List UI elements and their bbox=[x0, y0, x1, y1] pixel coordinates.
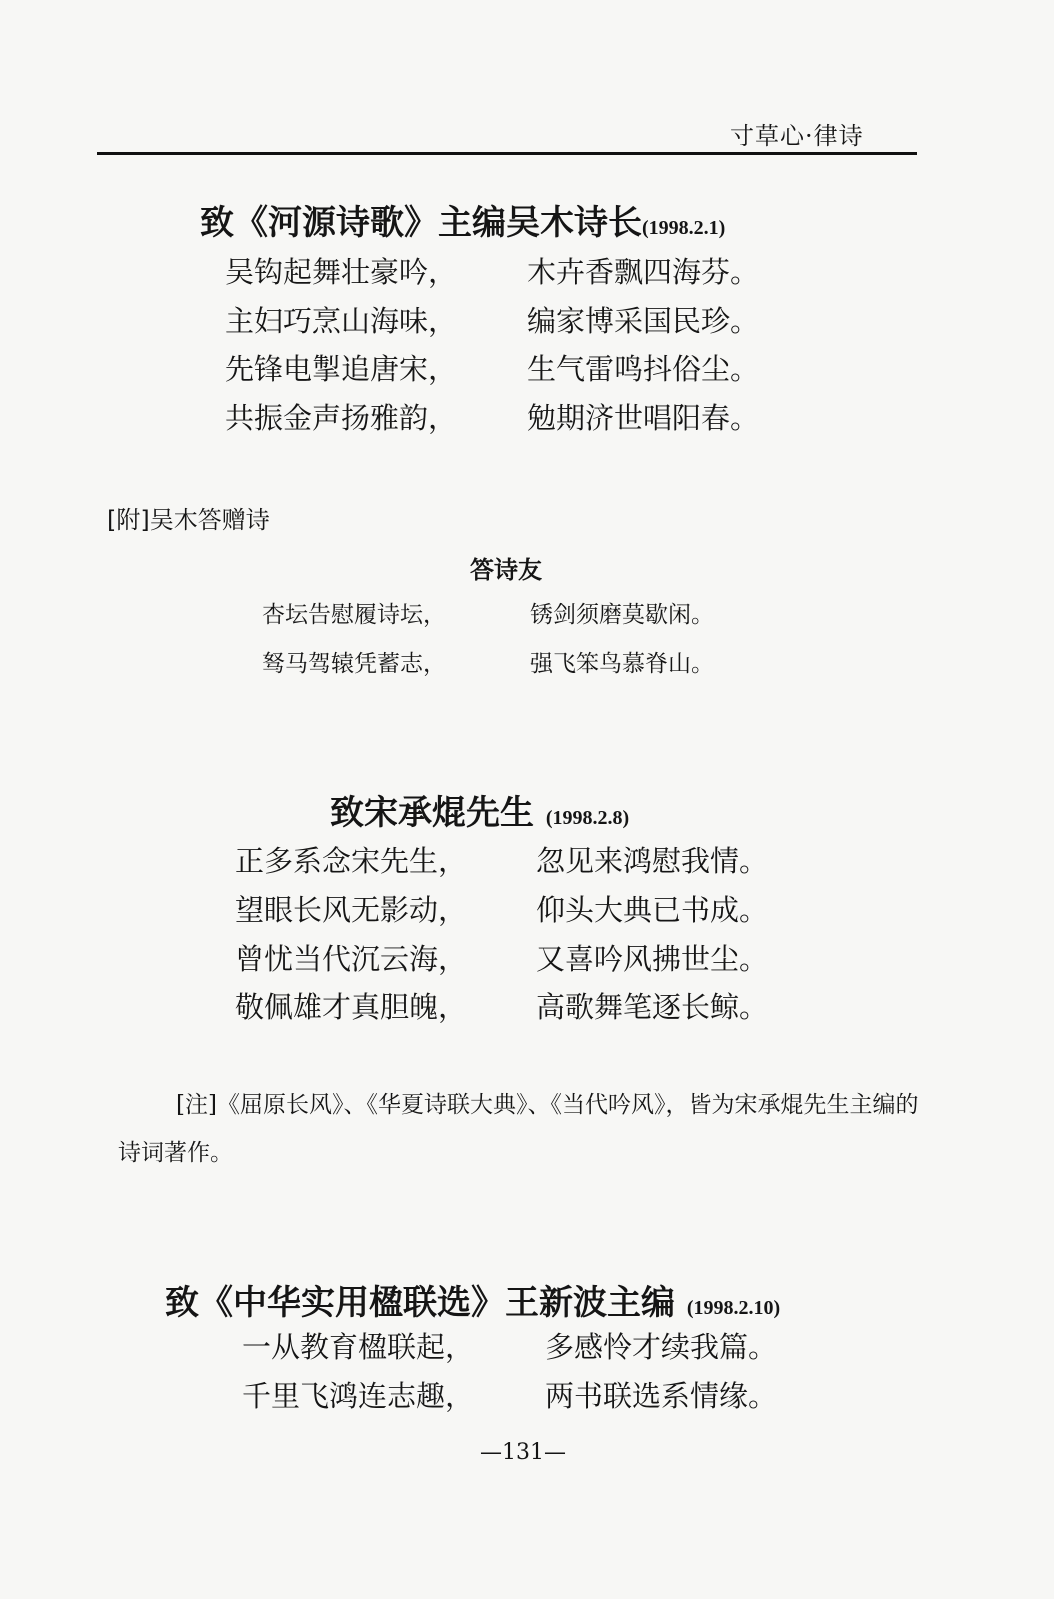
poem1-line3-a: 先锋电掣追唐宋， bbox=[225, 352, 458, 386]
poem2-title: 致宋承焜先生 bbox=[330, 793, 534, 833]
poem1-title-block bbox=[200, 195, 725, 244]
poem2-line4-a: 敬佩雄才真胆魄， bbox=[235, 990, 468, 1024]
poem2-line2-a: 望眼长风无影动， bbox=[235, 893, 468, 927]
poem1-line4-b: 勉期济世唱阳春。 bbox=[527, 401, 760, 435]
appendix-title: 答诗友 bbox=[470, 556, 542, 584]
page-number: —131— bbox=[480, 1440, 566, 1465]
poem2-line1-b: 忽见来鸿慰我情。 bbox=[536, 844, 769, 878]
poem1-line1-b: 木卉香飘四海芬。 bbox=[527, 255, 760, 289]
poem3-title: 致《中华实用楹联选》王新波主编 bbox=[165, 1283, 675, 1323]
poem2-line4-b: 高歌舞笔逐长鲸。 bbox=[536, 990, 769, 1024]
appendix-line1-b: 锈剑须磨莫歇闲。 bbox=[530, 602, 714, 628]
poem3-line1-a: 一从教育楹联起， bbox=[242, 1330, 475, 1364]
poem2-title-block bbox=[330, 785, 629, 834]
poem3-line2-b: 两书联选系情缘。 bbox=[545, 1379, 778, 1413]
poem3-line1-b: 多感怜才续我篇。 bbox=[545, 1330, 778, 1364]
poem1-line1-a: 吴钩起舞壮豪吟， bbox=[225, 255, 458, 289]
poem2-line3-a: 曾忧当代沉云海， bbox=[235, 942, 468, 976]
poem3-line2-a: 千里飞鸿连志趣， bbox=[242, 1379, 475, 1413]
poem1-line2-a: 主妇巧烹山海味， bbox=[225, 304, 458, 338]
appendix-line2-b: 强飞笨鸟慕脊山。 bbox=[530, 651, 714, 677]
header-rule bbox=[97, 152, 917, 155]
poem2-line3-b: 又喜吟风拂世尘。 bbox=[536, 942, 769, 976]
poem2-line1-a: 正多系念宋先生， bbox=[235, 844, 468, 878]
poem1-date: (1998.2.1) bbox=[642, 217, 726, 239]
appendix-label: [附]吴木答赠诗 bbox=[107, 506, 270, 534]
appendix-line1-a: 杏坛告慰履诗坛， bbox=[262, 602, 446, 628]
poem2-date: (1998.2.8) bbox=[545, 807, 630, 829]
poem2-note: [注]《屈原长风》、《华夏诗联大典》、《当代吟风》，皆为宋承焜先生主编的诗词著作。 bbox=[118, 1092, 919, 1166]
poem2-line2-b: 仰头大典已书成。 bbox=[536, 893, 769, 927]
poem1-line2-b: 编家博采国民珍。 bbox=[527, 304, 760, 338]
running-header: 寸草心·律诗 bbox=[730, 122, 864, 150]
poem1-line4-a: 共振金声扬雅韵， bbox=[225, 401, 458, 435]
poem3-title-block bbox=[165, 1275, 780, 1324]
poem1-title: 致《河源诗歌》主编吴木诗长 bbox=[200, 203, 642, 243]
poem3-date: (1998.2.10) bbox=[686, 1297, 781, 1319]
poem1-line3-b: 生气雷鸣抖俗尘。 bbox=[527, 352, 760, 386]
appendix-line2-a: 驽马驾辕凭蓄志， bbox=[262, 651, 446, 677]
